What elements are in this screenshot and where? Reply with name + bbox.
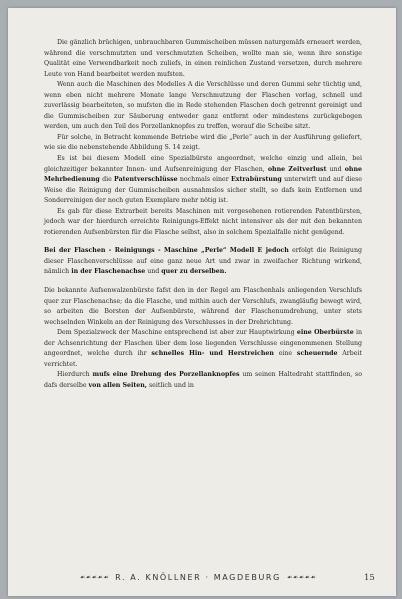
text-run: Wenn auch die Maschinen des Modelles A die Verschlüsse und deren Gummi sehr tüchtig und, wenn eben nicht mehrere Monate lange Verschmutzung der Flaschen vorlag, schnell und zuverlässig bearbeiteten, so mufsten die in Rede stehenden Flaschen doch getrennt gereinigt und die Gummischeiben zur Säuberung entweder ganz entfernt oder mindestens zurückgebogen werden, um auch den Teil des Porzellanknopfes zu treffen, worauf die Scheibe sitzt. xyxy=(44,81,362,131)
paragraph xyxy=(44,286,362,328)
emphasis-text: mufs eine Drehung des Porzellanknopfes xyxy=(92,371,240,379)
body-text xyxy=(44,38,362,392)
publisher-line: R. A. KNÖLLNER · MAGDEBURG xyxy=(115,573,281,582)
text-run: erfolgt die Reinigung dieser Flaschenverschlüsse auf eine ganz neue Art und zwar in zweifacher Richtung wirkend, nämlich xyxy=(44,247,362,276)
text-run: Für solche, in Betracht kommende Betriebe wird die „Perle“ auch in der Ausführung geliefert, wie sie die nebenstehende Abbildung S. 14 zeigt. xyxy=(44,133,362,152)
paragraph xyxy=(44,370,362,391)
page-footer xyxy=(38,573,358,582)
text-run: unterwirft und auf diese Weise die Reinigung der Gummischeiben ausnahmslos sicher stellt, so dafs kein Entfernen und Sonderreinigen der noch guten Exemplare mehr nötig ist. xyxy=(44,176,363,205)
emphasis-text: scheuernde xyxy=(296,350,338,358)
footer-ornament-left: ☙☙☙☙☙ xyxy=(79,574,110,581)
emphasis-text: von allen Seiten, xyxy=(88,381,147,389)
paragraph xyxy=(44,328,362,370)
text-run: nochmals einer xyxy=(177,176,232,184)
text-run: Hierdurch xyxy=(57,371,93,379)
emphasis-text: Extrabürstung xyxy=(231,176,282,184)
emphasis-text: ohne Zeitverlust xyxy=(267,165,327,173)
paragraph xyxy=(44,207,362,239)
text-run: Es ist bei diesem Modell eine Spezialbürste angeordnet, welche einzig und allein, bei gleichzeitiger bekannter Innen- und Aufsenreinigung der Flaschen, xyxy=(44,155,362,173)
paragraph xyxy=(44,80,362,133)
text-run: Die gänzlich brüchigen, unbrauchbaren Gummischeiben müssen naturgemäfs erneuert werden, während die verschmutzten und verschmutzten Scheiben, wollte man sie, wenn ihre sonstige Qualität eine Verwendbarkeit noch zuliefs, in einen reinlichen Zustand versetzen, durch mehrere Leute von Hand bearbeitet werden mufsten. xyxy=(44,39,362,78)
text-run: um seinen Haltedraht stattfinden, so dafs derselbe xyxy=(44,371,362,389)
paragraph xyxy=(44,133,362,154)
text-run: Es gab für diese Extrarbeit bereits Maschinen mit vorgesehenen rotierenden Patentbürsten, jedoch war der hierdurch erreichte Reinigungs-Effekt nicht intensiver als der mit den bekannten rotierenden Aufsenbürsten für die Flasche selbst, also in solchem Spezialfalle nicht genügend. xyxy=(44,207,362,236)
emphasis-text: Patentverschlüsse xyxy=(114,176,178,184)
paragraph xyxy=(44,246,362,278)
text-run: seitlich und in xyxy=(146,381,194,389)
paragraph xyxy=(44,154,362,207)
text-run: in der Achsenrichtung der Flaschen über dem lose liegenden Verschlusse eingenommenen Stellung angeordnet, welche durch ihr xyxy=(44,329,362,358)
emphasis-text: in der Flaschenachse xyxy=(71,268,146,276)
book-page xyxy=(8,8,396,596)
text-run: und xyxy=(145,268,162,276)
emphasis-text: Bei der Flaschen - Reinigungs - Maschine „Perle“ Modell E jedoch xyxy=(44,247,289,255)
page-number: 15 xyxy=(364,573,375,583)
text-run: die xyxy=(99,176,115,184)
emphasis-text: ohne Mehrbedienung xyxy=(44,165,362,184)
text-run: und xyxy=(326,165,345,173)
emphasis-text: quer zu derselben. xyxy=(161,268,227,276)
text-run: Die bekannte Aufsenwalzenbürste fafst den in der Regel am Flaschenhals anliegenden Verschlufs quer zur Flaschenachse; da die Flasche, und mithin auch der Verschlufs, zwangläufig bewegt wird, so arbeiten die Borsten der Aufsenbürste, während der Flaschenumdrehung, unter stets wechselnden Winkeln an der Reinigung des Verschlusses in der Drehrichtung. xyxy=(44,287,362,326)
paragraph xyxy=(44,38,362,80)
emphasis-text: eine Oberbürste xyxy=(296,329,354,337)
emphasis-text: schnelles Hin- und Herstreichen xyxy=(151,350,274,358)
text-run: Arbeit verrichtet. xyxy=(44,350,362,368)
footer-ornament-right: ☙☙☙☙☙ xyxy=(286,574,317,581)
text-run: Dem Spezialzweck der Maschine entsprechend ist aber zur Hauptwirkung xyxy=(57,329,297,337)
text-run: eine xyxy=(273,350,297,358)
